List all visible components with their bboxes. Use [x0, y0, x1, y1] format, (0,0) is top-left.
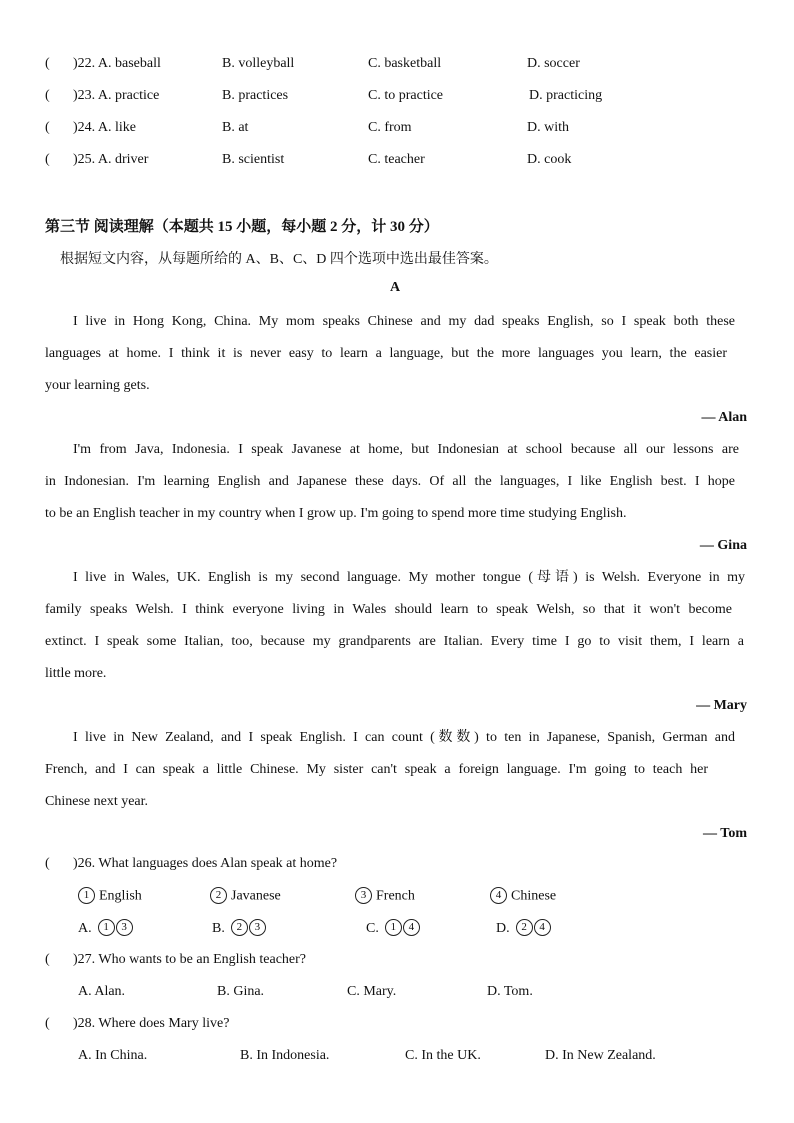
circled-number: 3	[355, 887, 372, 904]
option-a: )23. A. practice	[73, 88, 160, 103]
option-b: B. at	[222, 120, 249, 135]
circled-number: 3	[249, 919, 266, 936]
option-c: C. teacher	[368, 152, 425, 167]
passage-label: A	[390, 280, 401, 295]
paragraph-line: extinct. I speak some Italian, too, because my grandparents are Italian. Every time I go to visit them, I learn a	[45, 634, 744, 649]
question-stem: )27. Who wants to be an English teacher?	[73, 952, 307, 967]
choice-item-text: Javanese	[231, 888, 281, 904]
option-c: C. from	[368, 120, 412, 135]
answer-paren: (	[45, 88, 50, 103]
paragraph-line: family speaks Welsh. I think everyone living in Wales should learn to speak Welsh, so that it won't become	[45, 602, 732, 617]
option-a: )24. A. like	[73, 120, 136, 135]
circled-number: 1	[78, 887, 95, 904]
circled-number: 2	[210, 887, 227, 904]
circled-number: 2	[516, 919, 533, 936]
answer-paren: (	[45, 152, 50, 167]
circled-number: 1	[385, 919, 402, 936]
paragraph-line: your learning gets.	[45, 378, 150, 393]
option-d: D. Tom.	[487, 984, 533, 999]
option-c	[366, 920, 424, 937]
circled-number: 2	[231, 919, 248, 936]
option-c: C. Mary.	[347, 984, 397, 999]
circled-number: 1	[98, 919, 115, 936]
circled-number: 4	[490, 887, 507, 904]
option-d: D. practicing	[529, 88, 603, 103]
option-b: B. In Indonesia.	[240, 1048, 330, 1063]
option-a: A. In China.	[78, 1048, 148, 1063]
option-letter: C.	[366, 920, 379, 936]
answer-paren: (	[45, 856, 50, 871]
signature-mary: — Mary	[696, 698, 747, 713]
option-d: D. with	[527, 120, 569, 135]
paragraph-line: French, and I can speak a little Chinese. My sister can't speak a foreign language. I'm going to teach her	[45, 762, 708, 777]
circled-number: 3	[116, 919, 133, 936]
option-a: )22. A. baseball	[73, 56, 161, 71]
paragraph-line: to be an English teacher in my country when I grow up. I'm going to spend more time studying English.	[45, 506, 627, 521]
paragraph-line: little more.	[45, 666, 107, 681]
option-b: B. Gina.	[217, 984, 265, 999]
circled-number: 4	[403, 919, 420, 936]
question-stem: )26. What languages does Alan speak at home?	[73, 856, 338, 871]
option-d	[496, 920, 555, 937]
option-a	[78, 920, 137, 937]
section-instruction: 根据短文内容，从每题所给的 A、B、C、D 四个选项中选出最佳答案。	[60, 252, 498, 267]
option-c: C. to practice	[368, 88, 444, 103]
question-stem: )28. Where does Mary live?	[73, 1016, 230, 1031]
choice-item	[78, 888, 142, 905]
paragraph-line: I live in Wales, UK. English is my second language. My mother tongue (母语) is Welsh. Everyone in my	[73, 570, 745, 585]
choice-item	[355, 888, 415, 905]
paragraph-line: Chinese next year.	[45, 794, 149, 809]
signature-alan: — Alan	[701, 410, 747, 425]
choice-item-text: French	[376, 888, 415, 904]
choice-item	[210, 888, 281, 905]
answer-paren: (	[45, 56, 50, 71]
choice-item-text: Chinese	[511, 888, 557, 904]
signature-gina: — Gina	[699, 538, 747, 553]
option-b: B. practices	[222, 88, 289, 103]
paragraph-line: in Indonesian. I'm learning English and Japanese these days. Of all the languages, I like English best. I hope	[45, 474, 735, 489]
signature-tom: — Tom	[703, 826, 747, 841]
paragraph-line: I live in New Zealand, and I speak English. I can count (数数) to ten in Japanese, Spanish, German and	[73, 730, 735, 745]
option-d: D. soccer	[527, 56, 580, 71]
choice-item-text: English	[99, 888, 142, 904]
paragraph-line: languages at home. I think it is never easy to learn a language, but the more languages you learn, the easier	[45, 346, 727, 361]
paragraph-line: I'm from Java, Indonesia. I speak Javanese at home, but Indonesian at school because all our lessons are	[73, 442, 739, 457]
circled-number: 4	[534, 919, 551, 936]
choice-item	[490, 888, 556, 905]
option-d: D. In New Zealand.	[545, 1048, 656, 1063]
answer-paren: (	[45, 120, 50, 135]
option-letter: A.	[78, 920, 92, 936]
option-d: D. cook	[527, 152, 572, 167]
option-a: A. Alan.	[78, 984, 126, 999]
answer-paren: (	[45, 952, 50, 967]
option-letter: D.	[496, 920, 510, 936]
section-title: 第三节 阅读理解（本题共 15 小题，每小题 2 分，计 30 分）	[45, 219, 439, 235]
option-c: C. basketball	[368, 56, 442, 71]
answer-paren: (	[45, 1016, 50, 1031]
option-b: B. scientist	[222, 152, 285, 167]
paragraph-line: I live in Hong Kong, China. My mom speaks Chinese and my dad speaks English, so I speak both these	[73, 314, 735, 329]
option-b: B. volleyball	[222, 56, 295, 71]
option-c: C. In the UK.	[405, 1048, 481, 1063]
option-a: )25. A. driver	[73, 152, 149, 167]
option-letter: B.	[212, 920, 225, 936]
option-b	[212, 920, 270, 937]
